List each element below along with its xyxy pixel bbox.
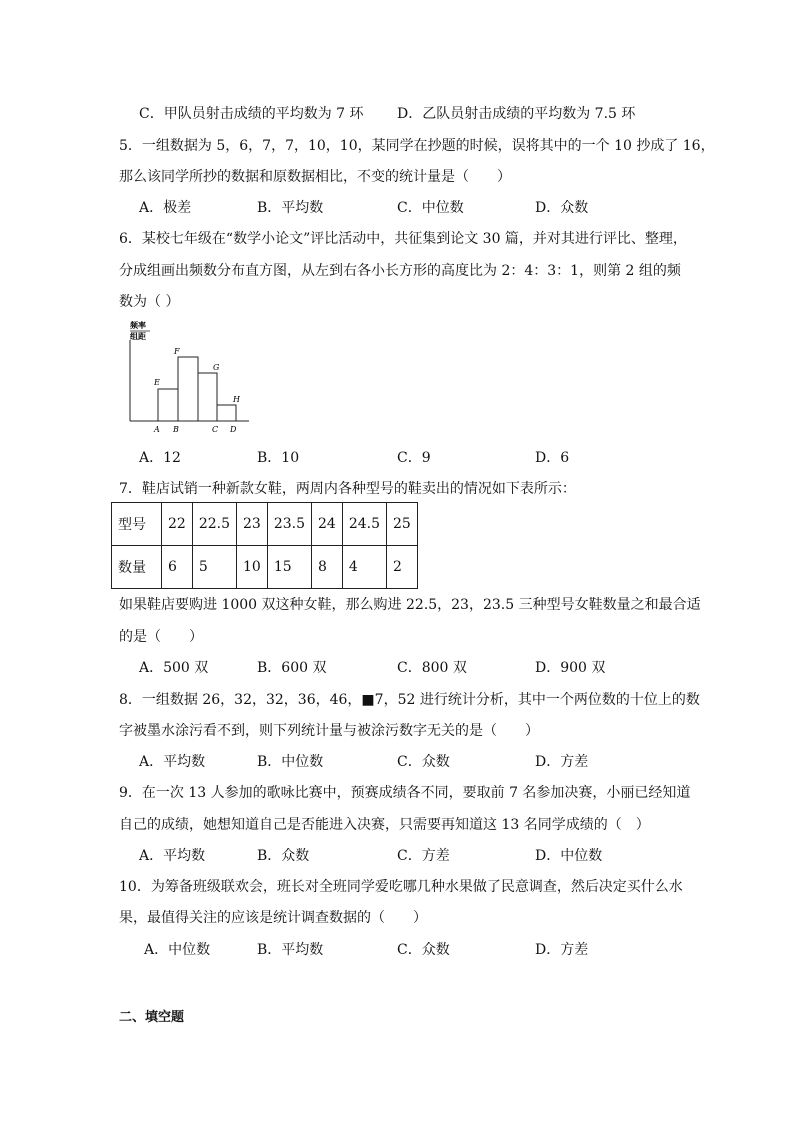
histogram-axis-label: D: [230, 425, 237, 434]
histogram-bar-label: H: [233, 395, 240, 404]
shoe-sales-table: [111, 502, 418, 589]
q8-option-a: A．平均数: [139, 754, 206, 770]
table-cell: 2: [387, 546, 418, 589]
q6-option-d: D．6: [535, 450, 570, 466]
table-cell: 4: [342, 546, 386, 589]
table-cell: 23.5: [267, 503, 311, 546]
histogram-bar: [178, 357, 198, 421]
table-cell: 22: [162, 503, 193, 546]
q8-text-line1: 8．一组数据 26，32，32，36，46，■7，52 进行统计分析，其中一个两位数的十位上的数: [119, 692, 700, 708]
q10-option-a: A．中位数: [144, 942, 211, 958]
table-cell: 8: [312, 546, 343, 589]
histogram-bar-label: G: [213, 363, 220, 372]
q6-option-b: B．10: [257, 450, 300, 466]
q9-option-d: D．中位数: [535, 848, 603, 864]
table-cell: 24.5: [342, 503, 386, 546]
table-cell: 25: [387, 503, 418, 546]
table-cell: 6: [162, 546, 193, 589]
q5-text-line2: 那么该同学所抄的数据和原数据相比，不变的统计量是（ ）: [119, 169, 511, 185]
q6-text-line2: 分成组画出频数分布直方图，从左到右各小长方形的高度比为 2：4：3：1，则第 2 组的频: [119, 263, 681, 279]
q7-option-a: A．500 双: [139, 660, 209, 676]
q5-text-line1: 5．一组数据为 5，6，7，7，10，10，某同学在抄题的时候，误将其中的一个 10 抄成了 16，: [119, 138, 715, 154]
table-row: [112, 503, 418, 546]
q5-option-c: C．中位数: [397, 200, 464, 216]
q4-option-c: C．甲队员射击成绩的平均数为 7 环: [139, 106, 364, 122]
q5-option-b: B．平均数: [257, 200, 324, 216]
q9-option-a: A．平均数: [139, 848, 206, 864]
histogram-axis-label: C: [212, 425, 219, 434]
histogram-ylabel-top: 频率: [130, 320, 146, 330]
histogram-ylabel-bottom: 组距: [130, 331, 146, 341]
histogram-axis-label: B: [173, 425, 179, 434]
histogram-bar-label: E: [154, 378, 160, 387]
q5-option-d: D．众数: [535, 200, 589, 216]
q7-option-b: B．600 双: [257, 660, 327, 676]
table-cell: 23: [237, 503, 268, 546]
q8-option-c: C．众数: [397, 754, 450, 770]
q8-text-line2: 字被墨水涂污看不到，则下列统计量与被涂污数字无关的是（ ）: [119, 723, 539, 739]
histogram-axis-label: A: [154, 425, 160, 434]
table-cell: 15: [267, 546, 311, 589]
histogram-bar: [198, 373, 217, 421]
q7-option-d: D．900 双: [535, 660, 606, 676]
q5-option-a: A．极差: [139, 200, 192, 216]
table-cell: 22.5: [192, 503, 236, 546]
q9-text-line2: 自己的成绩，她想知道自己是否能进入决赛，只需要再知道这 13 名同学成绩的（ ）: [119, 817, 650, 833]
q9-option-c: C．方差: [397, 848, 450, 864]
q7-option-c: C．800 双: [397, 660, 467, 676]
table-cell: 5: [192, 546, 236, 589]
q4-option-d: D．乙队员射击成绩的平均数为 7.5 环: [397, 106, 636, 122]
q10-option-d: D．方差: [535, 942, 589, 958]
q6-option-c: C．9: [397, 450, 431, 466]
section-title-fill-in: 二、填空题: [119, 1010, 185, 1025]
q10-text-line1: 10．为筹备班级联欢会，班长对全班同学爱吃哪几种水果做了民意调查，然后决定买什么水: [119, 879, 683, 895]
histogram-bar: [217, 405, 236, 421]
q7-text-line3: 的是（ ）: [119, 629, 203, 645]
table-header-cell: 型号: [112, 503, 162, 546]
table-cell: 10: [237, 546, 268, 589]
q6-option-a: A．12: [139, 450, 181, 466]
table-cell: 24: [312, 503, 343, 546]
histogram-bar: [158, 389, 178, 421]
q7-text-line2: 如果鞋店要购进 1000 双这种女鞋，那么购进 22.5，23，23.5 三种型号女鞋数量之和最合适: [119, 597, 701, 613]
q9-text-line1: 9．在一次 13 人参加的歌咏比赛中，预赛成绩各不同，要取前 7 名参加决赛，小丽已经知道: [119, 785, 691, 801]
q6-text-line3: 数为（ ）: [119, 294, 180, 310]
q6-text-line1: 6．某校七年级在“数学小论文”评比活动中，共征集到论文 30 篇，并对其进行评比、整理，: [119, 231, 687, 247]
q10-option-c: C．众数: [397, 942, 450, 958]
table-header-cell: 数量: [112, 546, 162, 589]
frequency-histogram: [124, 318, 254, 436]
q10-text-line2: 果，最值得关注的应该是统计调查数据的（ ）: [119, 910, 427, 926]
q8-option-b: B．中位数: [257, 754, 324, 770]
table-row: [112, 546, 418, 589]
q10-option-b: B．平均数: [257, 942, 324, 958]
histogram-bar-label: F: [174, 347, 180, 356]
q7-text-line1: 7．鞋店试销一种新款女鞋，两周内各种型号的鞋卖出的情况如下表所示：: [119, 481, 576, 497]
q8-option-d: D．方差: [535, 754, 589, 770]
q9-option-b: B．众数: [257, 848, 310, 864]
